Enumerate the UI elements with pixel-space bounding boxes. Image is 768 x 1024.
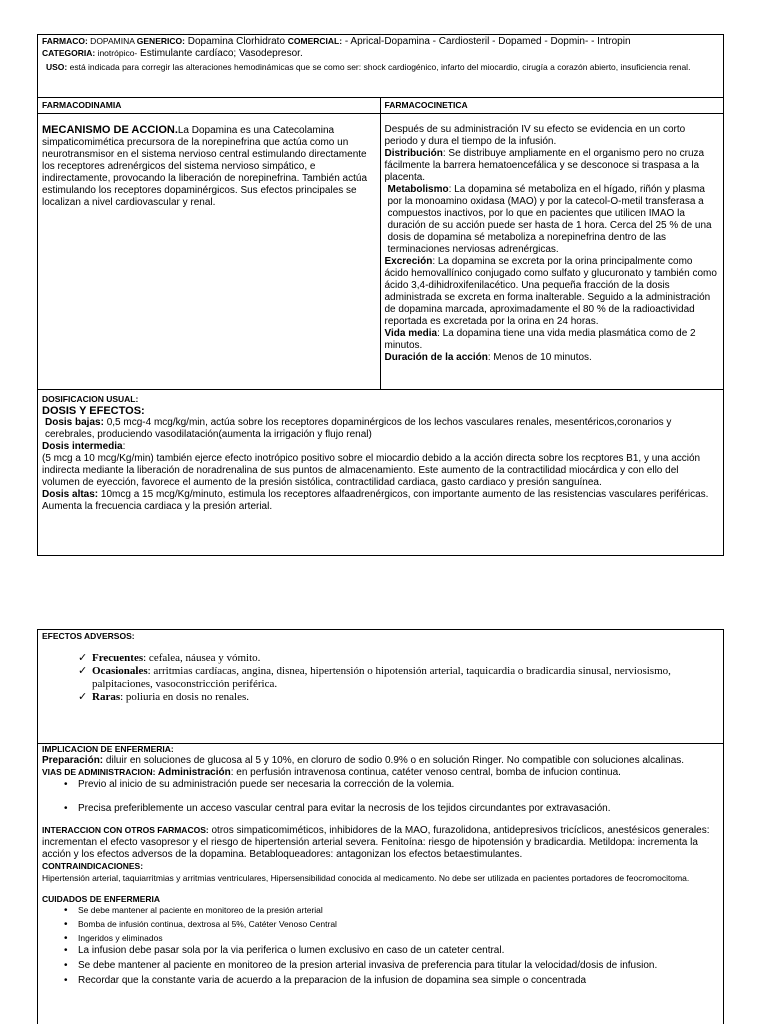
preparacion-text: diluir en soluciones de glucosa al 5 y 10%, en cloruro de sodio 0.9% o en solución Ringer. No compatible con soluciones alcalinas. [103, 755, 685, 766]
dosificacion-label: DOSIFICACION USUAL: [42, 394, 139, 404]
efectos-label: EFECTOS ADVERSOS: [42, 631, 135, 641]
dosis-bajas-label: Dosis bajas: [45, 417, 104, 428]
pharma-header-row [38, 98, 723, 114]
cuidado-item: • Ingeridos y eliminados [64, 933, 719, 944]
dosis-intermedia-text: (5 mcg a 10 mcg/Kg/min) también ejerce efecto inotrópico positivo sobre el miocardio debido a la acción directa sobre los recptores B1, y una acción indirecta mediante la liberación de noradrenalina de sus puntos de almacenamiento. Este aumento de la contractilidad miocárdica y con ello del volumen de eyección, favorece el aumento de la presión sistólica, contractilidad cardiaca, gasto cardiaco y presión sanguínea. [42, 453, 701, 488]
enfermeria-block [38, 744, 723, 989]
interaccion-text: otros simpaticomiméticos, inhibidores de la MAO, furazolidona, antidepresivos tricíclicos, anestésicos generales: incrementan el efecto vasopresor y el riesgo de hipertensión arterial severa. Fenitoína: riesgo de hipotensión y bradicardia. Metildopa: incrementa la acción y los efectos adversos de la dopamina. Betabloqueadores: antagonizan los efectos betaestimulantes. [42, 825, 710, 860]
efecto-label: Frecuentes [92, 652, 144, 664]
contraindicaciones-label: CONTRAINDICACIONES: [42, 861, 144, 871]
dosis-bajas-text: 0,5 mcg-4 mcg/kg/min, actúa sobre los receptores dopaminérgicos de los lechos vasculares renales, mesentéricos,coronarios y cerebrales, produciendo vasodilatación(aumenta la irrigación y flujo renal) [45, 417, 672, 440]
uso-line [42, 62, 719, 73]
dosificacion-row [38, 390, 723, 515]
farmaco-value: DOPAMINA [87, 36, 137, 46]
dosis-altas-label: Dosis altas: [42, 489, 99, 500]
efecto-item [78, 665, 719, 691]
drug-name-line [42, 36, 719, 48]
cuidado-item: • Se debe mantener al paciente en monitoreo de la presion arterial invasiva de preferencia para titular la velocidad/dosis de infusion. [64, 960, 719, 972]
duracion-label: Duración de la acción [384, 352, 488, 363]
metabolismo-label: Metabolismo [387, 184, 449, 195]
excrecion-text: : La dopamina se excreta por la orina principalmente como ácido hemovallínico conjugado como sulfato y glucuronato y también como ácido 3,4-dihidroxifenilacético. Una pequeña fracción de la dosis administrada se excreta en forma inalterable. Seguido a la administración de dopamina marcada, aproximadamente el 80 % de la radioactividad reportada es excretada por la orina en 24 horas. [384, 256, 717, 327]
duracion-text: : Menos de 10 minutos. [487, 352, 592, 363]
farmaco-label: FARMACO: [42, 36, 88, 46]
efecto-label: Ocasionales [92, 665, 148, 677]
contraindicaciones-text: Hipertensión arterial, taquiarritmias y arritmias ventriculares, Hipersensibilidad conocida al medicamento. No debe ser utilizada en pacientes portadores de feocromocitoma. [42, 873, 690, 883]
interaccion-label: INTERACCION CON OTROS FARMACOS: [42, 825, 209, 835]
vias-para [42, 767, 719, 779]
cuidados-label: CUIDADOS DE ENFERMERIA [42, 894, 161, 904]
enfermeria-label: IMPLICACION DE ENFERMERIA: [42, 744, 174, 754]
efecto-text: : arritmias cardíacas, angina, disnea, hipertensión o hipotensión arterial, taquicardia o bradicardia sinusal, nerviosismo, palpitaciones, vasoconstricción periférica. [92, 665, 671, 690]
vida-media-text: : La dopamina tiene una vida media plasmática como de 2 minutos. [384, 328, 696, 351]
categoria-value-2: Estimulante cardíaco; Vasodepresor. [137, 48, 303, 59]
cuidado-item: • Recordar que la constante varia de acuerdo a la preparacion de la infusion de dopamina sea simple o concentrada [64, 975, 719, 987]
generico-label: GENERICO: [136, 36, 185, 46]
dosis-altas-text: 10mcg a 15 mcg/Kg/minuto, estimula los receptores alfaadrenérgicos, con importante aumento de las resistencias vasculares periféricas. Aumenta la frecuencia cardiaca y la presión arterial. [42, 489, 709, 512]
comercial-value: - Aprical-Dopamina - Cardiosteril - Dopamed - Dopmin- - Intropin [342, 36, 631, 47]
administracion-list [42, 779, 719, 815]
efecto-text: : cefalea, náusea y vómito. [143, 652, 261, 664]
preparacion-para [42, 755, 719, 767]
dosis-efectos-title: DOSIS Y EFECTOS: [42, 405, 145, 417]
cinetica-intro: Después de su administración IV su efecto se evidencia en un corto periodo y dura el tiempo de la infusión. [384, 124, 686, 147]
administracion-text: : en perfusión intravenosa continua, catéter venoso central, bomba de infucion continua. [230, 767, 621, 778]
check-icon: ✓ [78, 665, 88, 677]
categoria-value: inotrópico- [95, 48, 138, 58]
categoria-line [42, 48, 719, 60]
mecanismo-cell [38, 114, 381, 389]
mecanismo-label: MECANISMO DE ACCION. [42, 124, 178, 136]
dosis-bajas-para [42, 417, 719, 441]
pharma-body-row [38, 114, 723, 390]
efectos-row [38, 630, 723, 744]
preparacion-label: Preparación: [42, 755, 104, 766]
metabolismo-para [385, 184, 720, 256]
excrecion-label: Excreción [384, 256, 433, 267]
vias-label: VIAS DE ADMINISTRACION: [42, 767, 156, 777]
farmacocinetica-header: FARMACOCINETICA [384, 100, 468, 110]
cuidado-item: • La infusion debe pasar sola por la via periferica o lumen exclusivo en caso de un cateter central. [64, 945, 719, 957]
cinetica-cell [381, 114, 724, 389]
drug-sheet-table-2 [37, 629, 724, 1024]
efectos-list [42, 652, 719, 704]
uso-label: USO: [46, 62, 68, 72]
duracion-para [385, 352, 720, 364]
administracion-label: Administración [155, 767, 231, 778]
check-icon: ✓ [78, 691, 88, 703]
distribucion-text: : Se distribuye ampliamente en el organismo pero no cruza fácilmente la barrera hematoencefálica y se desconoce si traspasa a la placenta. [384, 148, 705, 183]
cuidado-item: • Se debe mantener al paciente en monitoreo de la presión arterial [64, 905, 719, 916]
vida-media-para [385, 328, 720, 352]
uso-value: está indicada para corregir las alteraciones hemodinámicas que se como ser: shock cardiogénico, infarto del miocardio, cirugía a corazón abierto, insuficiencia renal. [67, 62, 691, 72]
mecanismo-text: La Dopamina es una Catecolamina simpaticomimética precursora de la norepinefrina que actúa como un neurotransmisor en el sistema nervioso central estimulando directamente los receptores adrenérgicos del sistema nervioso simpático, e indirectamente, provocando la liberación de norepinefrina. También actúa estimulando los receptores dopaminérgicos. Sus efectos principales se localizan a nivel cardiovascular y renal. [42, 125, 368, 208]
vida-media-label: Vida media [384, 328, 438, 339]
dosis-intermedia-label: Dosis intermedia [42, 441, 123, 452]
drug-header-row [38, 35, 723, 98]
efecto-item [78, 652, 719, 665]
drug-sheet-table-1 [37, 34, 724, 556]
efecto-label: Raras [92, 691, 121, 703]
dosis-intermedia-head [42, 441, 719, 453]
cuidado-item: • Bomba de infusión continua, dextrosa al 5%, Catéter Venoso Central [64, 919, 719, 930]
dosis-altas-para [42, 489, 719, 513]
administracion-item: • Previo al inicio de su administración puede ser necesaria la corrección de la volemia. [64, 779, 719, 791]
distribucion-para [385, 148, 720, 184]
check-icon: ✓ [78, 652, 88, 664]
administracion-item: • Precisa preferiblemente un acceso vascular central para evitar la necrosis de los tejidos circundantes por extravasación. [64, 803, 719, 815]
excrecion-para [385, 256, 720, 328]
cuidados-list [42, 905, 719, 987]
efecto-text: : poliuria en dosis no renales. [120, 691, 250, 703]
distribucion-label: Distribución [384, 148, 443, 159]
comercial-label: COMERCIAL: [287, 36, 343, 46]
farmacodinamia-header: FARMACODINAMIA [38, 98, 381, 113]
dosis-intermedia-colon: : [122, 441, 126, 452]
categoria-label: CATEGORIA: [42, 48, 96, 58]
generico-value: Dopamina Clorhidrato [184, 36, 288, 47]
efecto-item [78, 691, 719, 704]
metabolismo-text: : La dopamina sé metaboliza en el hígado, riñón y plasma por la monoamino oxidasa (MAO) y por la catecol-O-metil transferasa a compuestos inactivos, por lo que en pacientes que utilicen IMAO la duración de su acción puede ser hasta de 1 hora. Cerca del 25 % de una dosis de dopamina sé metaboliza a norepinefrina dentro de las terminaciones nerviosas adrenérgicas. [387, 184, 712, 255]
interaccion-para [42, 825, 719, 861]
